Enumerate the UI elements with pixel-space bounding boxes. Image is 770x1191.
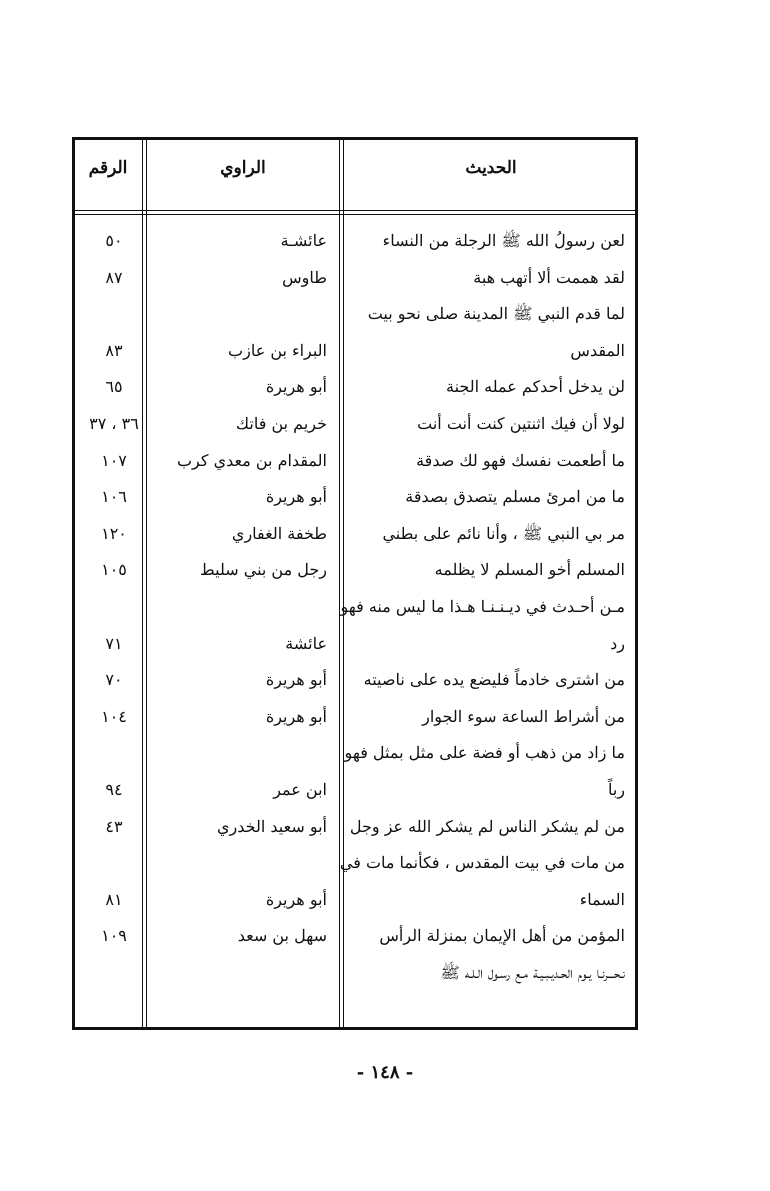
number-cell: ٨٣ xyxy=(105,341,123,360)
hadith-cell: من اشترى خادماً فليضع يده على ناصيته xyxy=(363,670,625,689)
number-cell: ١٢٠ xyxy=(101,524,127,543)
hadith-cell: المقدس xyxy=(570,341,625,360)
hadith-cell: من لم يشكر الناس لم يشكر الله عز وجل xyxy=(349,817,625,836)
number-cell: ٦٥ xyxy=(105,377,123,396)
rawi-cell: أبو هريرة xyxy=(265,890,327,909)
rawi-cell: سهل بن سعد xyxy=(237,926,327,945)
number-cell: ٣٦ ، ٣٧ xyxy=(89,414,139,433)
column-divider xyxy=(142,140,143,1027)
hadith-cell: من أشراط الساعة سوء الجوار xyxy=(422,707,625,726)
rawi-cell: رجل من بني سليط xyxy=(199,560,327,579)
hadith-cell: ما زاد من ذهب أو فضة على مثل بمثل فهو xyxy=(344,743,625,762)
hadith-cell: نـحـــرنـا يـوم الحـديـبـيـة مـع رسـول الـلـه ﷺ xyxy=(440,963,625,982)
hadith-cell: لعن رسولُ الله ﷺ الرجلة من النساء xyxy=(382,231,625,250)
header-hadith: الحديث xyxy=(465,158,517,178)
page-number: - ١٤٨ - xyxy=(356,1062,414,1083)
number-cell: ٧١ xyxy=(105,634,123,653)
hadith-cell: رد xyxy=(610,634,625,653)
column-divider xyxy=(339,140,340,1027)
rawi-cell: أبو هريرة xyxy=(265,670,327,689)
hadith-cell: مر بي النبي ﷺ ، وأنا نائم على بطني xyxy=(382,524,625,543)
rawi-cell: عائشة xyxy=(285,634,327,653)
header-number: الرقم xyxy=(88,158,128,178)
number-cell: ٨٧ xyxy=(105,268,123,287)
hadith-cell: المؤمن من أهل الإيمان بمنزلة الرأس xyxy=(379,926,625,945)
column-divider xyxy=(343,140,344,1027)
rawi-cell: خريم بن فاتك xyxy=(235,414,327,433)
hadith-cell: رباً xyxy=(607,780,625,799)
number-cell: ١٠٦ xyxy=(101,487,127,506)
hadith-cell: لن يدخل أحدكم عمله الجنة xyxy=(446,377,625,396)
hadith-cell: مـن أحـدث في ديـنـنـا هـذا ما ليس منه فهو xyxy=(340,597,625,616)
header-divider xyxy=(75,210,635,211)
rawi-cell: البراء بن عازب xyxy=(228,341,327,360)
rawi-cell: طخفة الغفاري xyxy=(231,524,327,543)
rawi-cell: أبو هريرة xyxy=(265,707,327,726)
rawi-cell: أبو سعيد الخدري xyxy=(217,817,327,836)
number-cell: ١٠٥ xyxy=(101,560,127,579)
header-divider xyxy=(75,214,635,215)
rawi-cell: المقدام بن معدي كرب xyxy=(176,451,327,470)
hadith-cell: ما أطعمت نفسك فهو لك صدقة xyxy=(416,451,625,470)
number-cell: ١٠٤ xyxy=(101,707,127,726)
hadith-cell: لما قدم النبي ﷺ المدينة صلى نحو بيت xyxy=(367,304,625,323)
header-rawi: الراوي xyxy=(220,158,266,178)
number-cell: ٩٤ xyxy=(105,780,123,799)
number-cell: ٧٠ xyxy=(105,670,123,689)
rawi-cell: طاوس xyxy=(282,268,327,287)
hadith-cell: المسلم أخو المسلم لا يظلمه xyxy=(434,560,625,579)
hadith-cell: لولا أن فيك اثنتين كنت أنت أنت xyxy=(417,414,625,433)
number-cell: ٤٣ xyxy=(105,817,123,836)
hadith-index-table xyxy=(72,137,638,1030)
number-cell: ١٠٩ xyxy=(101,926,127,945)
number-cell: ١٠٧ xyxy=(101,451,127,470)
hadith-cell: ما من امرئ مسلم يتصدق بصدقة xyxy=(405,487,625,506)
rawi-cell: عائشـة xyxy=(280,231,327,250)
number-cell: ٨١ xyxy=(105,890,123,909)
number-cell: ٥٠ xyxy=(105,231,123,250)
hadith-cell: من مات في بيت المقدس ، فكأنما مات في xyxy=(339,853,625,872)
column-divider xyxy=(146,140,147,1027)
hadith-cell: السماء xyxy=(579,890,625,909)
rawi-cell: أبو هريرة xyxy=(265,487,327,506)
rawi-cell: أبو هريرة xyxy=(265,377,327,396)
rawi-cell: ابن عمر xyxy=(273,780,327,799)
hadith-cell: لقد هممت ألا أتهب هبة xyxy=(473,268,625,287)
